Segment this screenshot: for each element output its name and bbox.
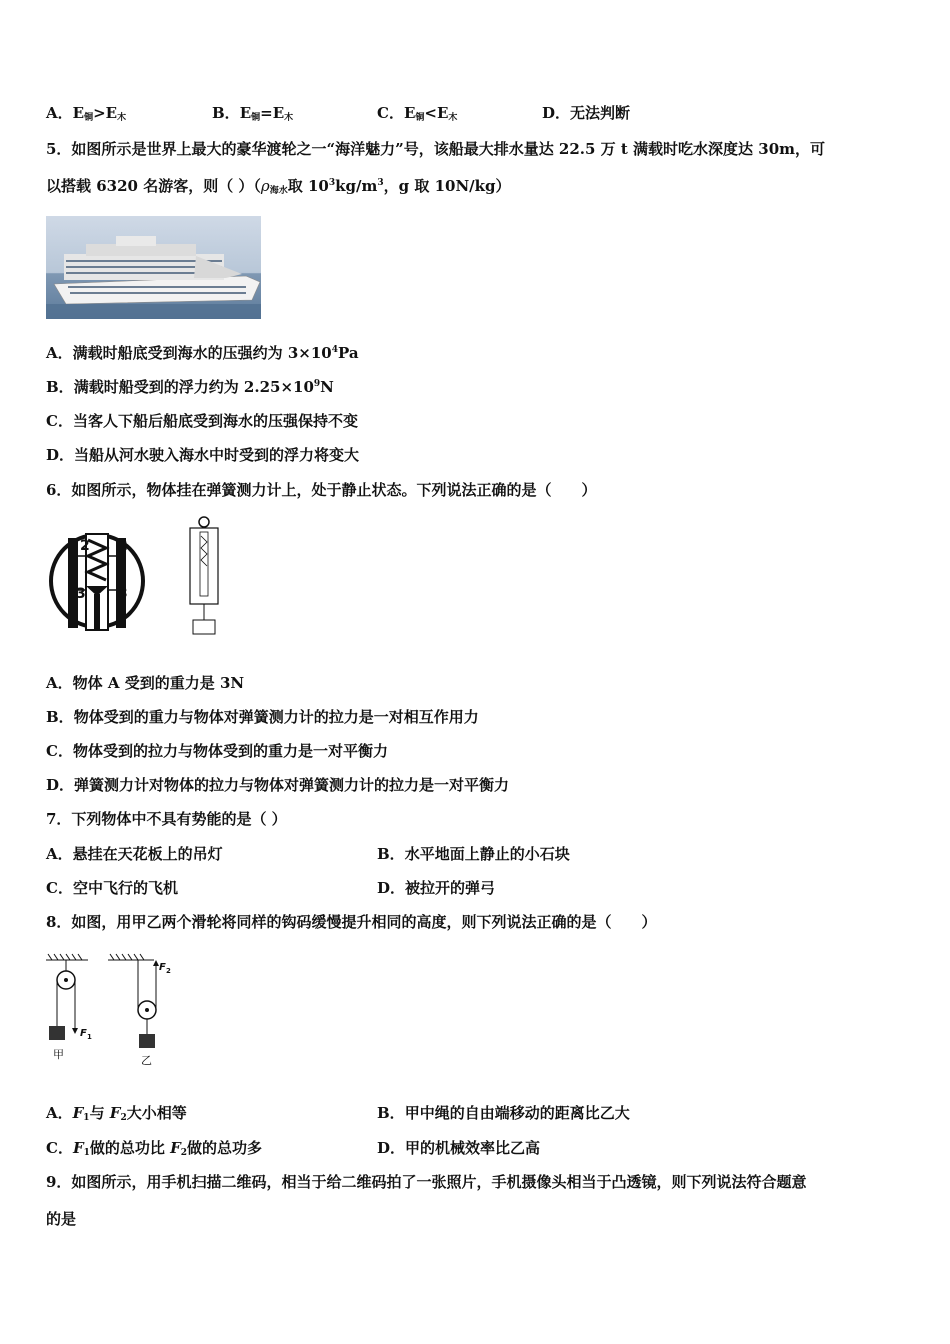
f2-sub: 2 (166, 967, 171, 975)
q5-stem-line1: 5．如图所示是世界上最大的豪华渡轮之一“海洋魅力”号，该船最大排水量达 22.5 万 t 满载时吃水深度达 30m，可 (46, 140, 826, 158)
q4-option-c: C．$E_铜<E_木$ (377, 104, 458, 123)
f1-sub: 1 (87, 1033, 92, 1041)
f2-label: F (159, 962, 166, 973)
scale-label-right-3: 3 (118, 586, 128, 602)
q7-option-d: D．被拉开的弹弓 (377, 879, 496, 897)
q5-option-a: A．满载时船底受到海水的压强约为 $3\times 10^4Pa$ (46, 344, 359, 362)
q5-option-c: C．当客人下船后船底受到海水的压强保持不变 (46, 412, 358, 430)
q6-stem: 6．如图所示，物体挂在弹簧测力计上，处于静止状态。下列说法正确的是（ ） (46, 481, 597, 499)
f1-label: F (80, 1028, 87, 1039)
q9-stem-line2: 的是 (46, 1210, 77, 1228)
q4-option-a: A．$E_铜>E_木$ (46, 104, 127, 123)
q7-option-c: C．空中飞行的飞机 (46, 879, 178, 897)
q7-option-b: B．水平地面上静止的小石块 (377, 845, 570, 863)
label-jia: 甲 (53, 1048, 64, 1061)
q7-stem: 7．下列物体中不具有势能的是（ ） (46, 810, 287, 828)
pulley-figure (44, 950, 194, 1070)
q8-stem: 8．如图，用甲乙两个滑轮将同样的钩码缓慢提升相同的高度，则下列说法正确的是（ ） (46, 913, 657, 931)
q5-stem-line2: 以搭载 6320 名游客，则（ ）（$\rho_{海水}$取 $10^3kg/m^3$，g 取 10N/kg） (46, 177, 511, 196)
q8-option-d: D．甲的机械效率比乙高 (377, 1139, 541, 1157)
q6-option-c: C．物体受到的拉力与物体受到的重力是一对平衡力 (46, 742, 388, 760)
q5-option-b: B．满载时船受到的浮力约为 $2.25\times 10^9N$ (46, 378, 334, 396)
ship-image (46, 216, 261, 319)
q8-option-a: A．$F_1$与 $F_2$大小相等 (46, 1104, 187, 1123)
q6-option-a: A．物体 A 受到的重力是 3N (46, 674, 245, 692)
scale-label-right-2: 2 (118, 538, 128, 554)
q6-option-b: B．物体受到的重力与物体对弹簧测力计的拉力是一对相互作用力 (46, 708, 479, 726)
q6-option-d: D．弹簧测力计对物体的拉力与物体对弹簧测力计的拉力是一对平衡力 (46, 776, 510, 794)
label-yi: 乙 (141, 1054, 152, 1067)
q5-option-d: D．当船从河水驶入海水中时受到的浮力将变大 (46, 446, 360, 464)
q7-option-a: A．悬挂在天花板上的吊灯 (46, 845, 223, 863)
scale-label-left-2: 2 (80, 538, 90, 554)
scale-label-left-3: 3 (76, 586, 86, 602)
q8-option-c: C．$F_1$做的总功比 $F_2$做的总功多 (46, 1139, 263, 1158)
q9-stem-line1: 9．如图所示，用手机扫描二维码，相当于给二维码拍了一张照片，手机摄像头相当于凸透镜，则下列说法符合题意 (46, 1173, 807, 1191)
q8-option-b: B．甲中绳的自由端移动的距离比乙大 (377, 1104, 630, 1122)
q4-option-d: D．无法判断 (542, 104, 631, 122)
q4-option-b: B．$E_铜=E_木$ (212, 104, 294, 123)
spring-scale-figure (52, 516, 252, 646)
